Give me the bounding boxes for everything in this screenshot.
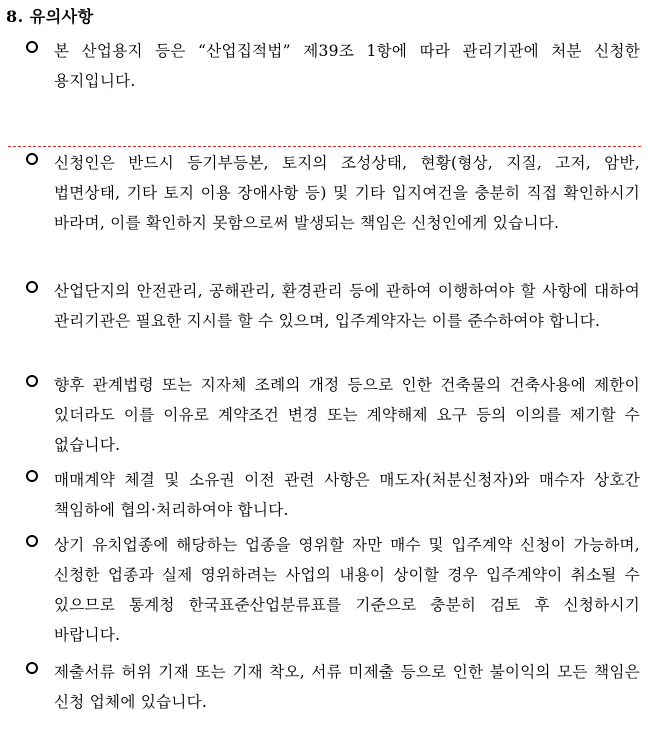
notice-item bbox=[26, 370, 640, 460]
notice-text: 본 산업용지 등은 “산업집적법” 제39조 1항에 따라 관리기관에 처분 신청한 용지입니다. bbox=[54, 42, 640, 90]
notice-item bbox=[26, 530, 640, 650]
notice-text: 매매계약 체결 및 소유권 이전 관련 사항은 매도자(처분신청자)와 매수자 상호간 책임하에 협의·처리하여야 합니다. bbox=[54, 471, 640, 519]
notice-item bbox=[26, 148, 640, 238]
circle-bullet-icon bbox=[26, 41, 38, 53]
circle-bullet-icon bbox=[26, 153, 38, 165]
circle-bullet-icon bbox=[26, 281, 38, 293]
notice-item bbox=[26, 657, 640, 717]
notice-item bbox=[26, 36, 640, 96]
notice-text: 산업단지의 안전관리, 공해관리, 환경관리 등에 관하여 이행하여야 할 사항에 대하여 관리기관은 필요한 지시를 할 수 있으며, 입주계약자는 이를 준수하여야 합니다. bbox=[54, 282, 640, 330]
notice-item bbox=[26, 276, 640, 336]
section-title: 8. 유의사항 bbox=[6, 7, 94, 26]
circle-bullet-icon bbox=[26, 535, 38, 547]
notice-item bbox=[26, 465, 640, 525]
circle-bullet-icon bbox=[26, 375, 38, 387]
notice-text: 향후 관계법령 또는 지자체 조례의 개정 등으로 인한 건축물의 건축사용에 제한이 있더라도 이를 이유로 계약조건 변경 또는 계약해제 요구 등의 이의를 제기할 수 없습니다. bbox=[54, 376, 640, 454]
notice-text: 상기 유치업종에 해당하는 업종을 영위할 자만 매수 및 입주계약 신청이 가능하며, 신청한 업종과 실제 영위하려는 사업의 내용이 상이할 경우 입주계약이 취소될 수 있으므로 통계청 한국표준산업분류표를 기준으로 충분히 검토 후 신청하시기 바랍니다. bbox=[54, 536, 640, 644]
notice-text: 제출서류 허위 기재 또는 기재 착오, 서류 미제출 등으로 인한 불이익의 모든 책임은 신청 업체에 있습니다. bbox=[54, 663, 640, 711]
dashed-divider bbox=[8, 146, 641, 147]
circle-bullet-icon bbox=[26, 662, 38, 674]
circle-bullet-icon bbox=[26, 470, 38, 482]
notice-text: 신청인은 반드시 등기부등본, 토지의 조성상태, 현황(형상, 지질, 고저, 암반, 법면상태, 기타 토지 이용 장애사항 등) 및 기타 입지여건을 충분히 직접 확인하시기 바라며, 이를 확인하지 못함으로써 발생되는 책임은 신청인에게 있습니다. bbox=[54, 154, 640, 232]
